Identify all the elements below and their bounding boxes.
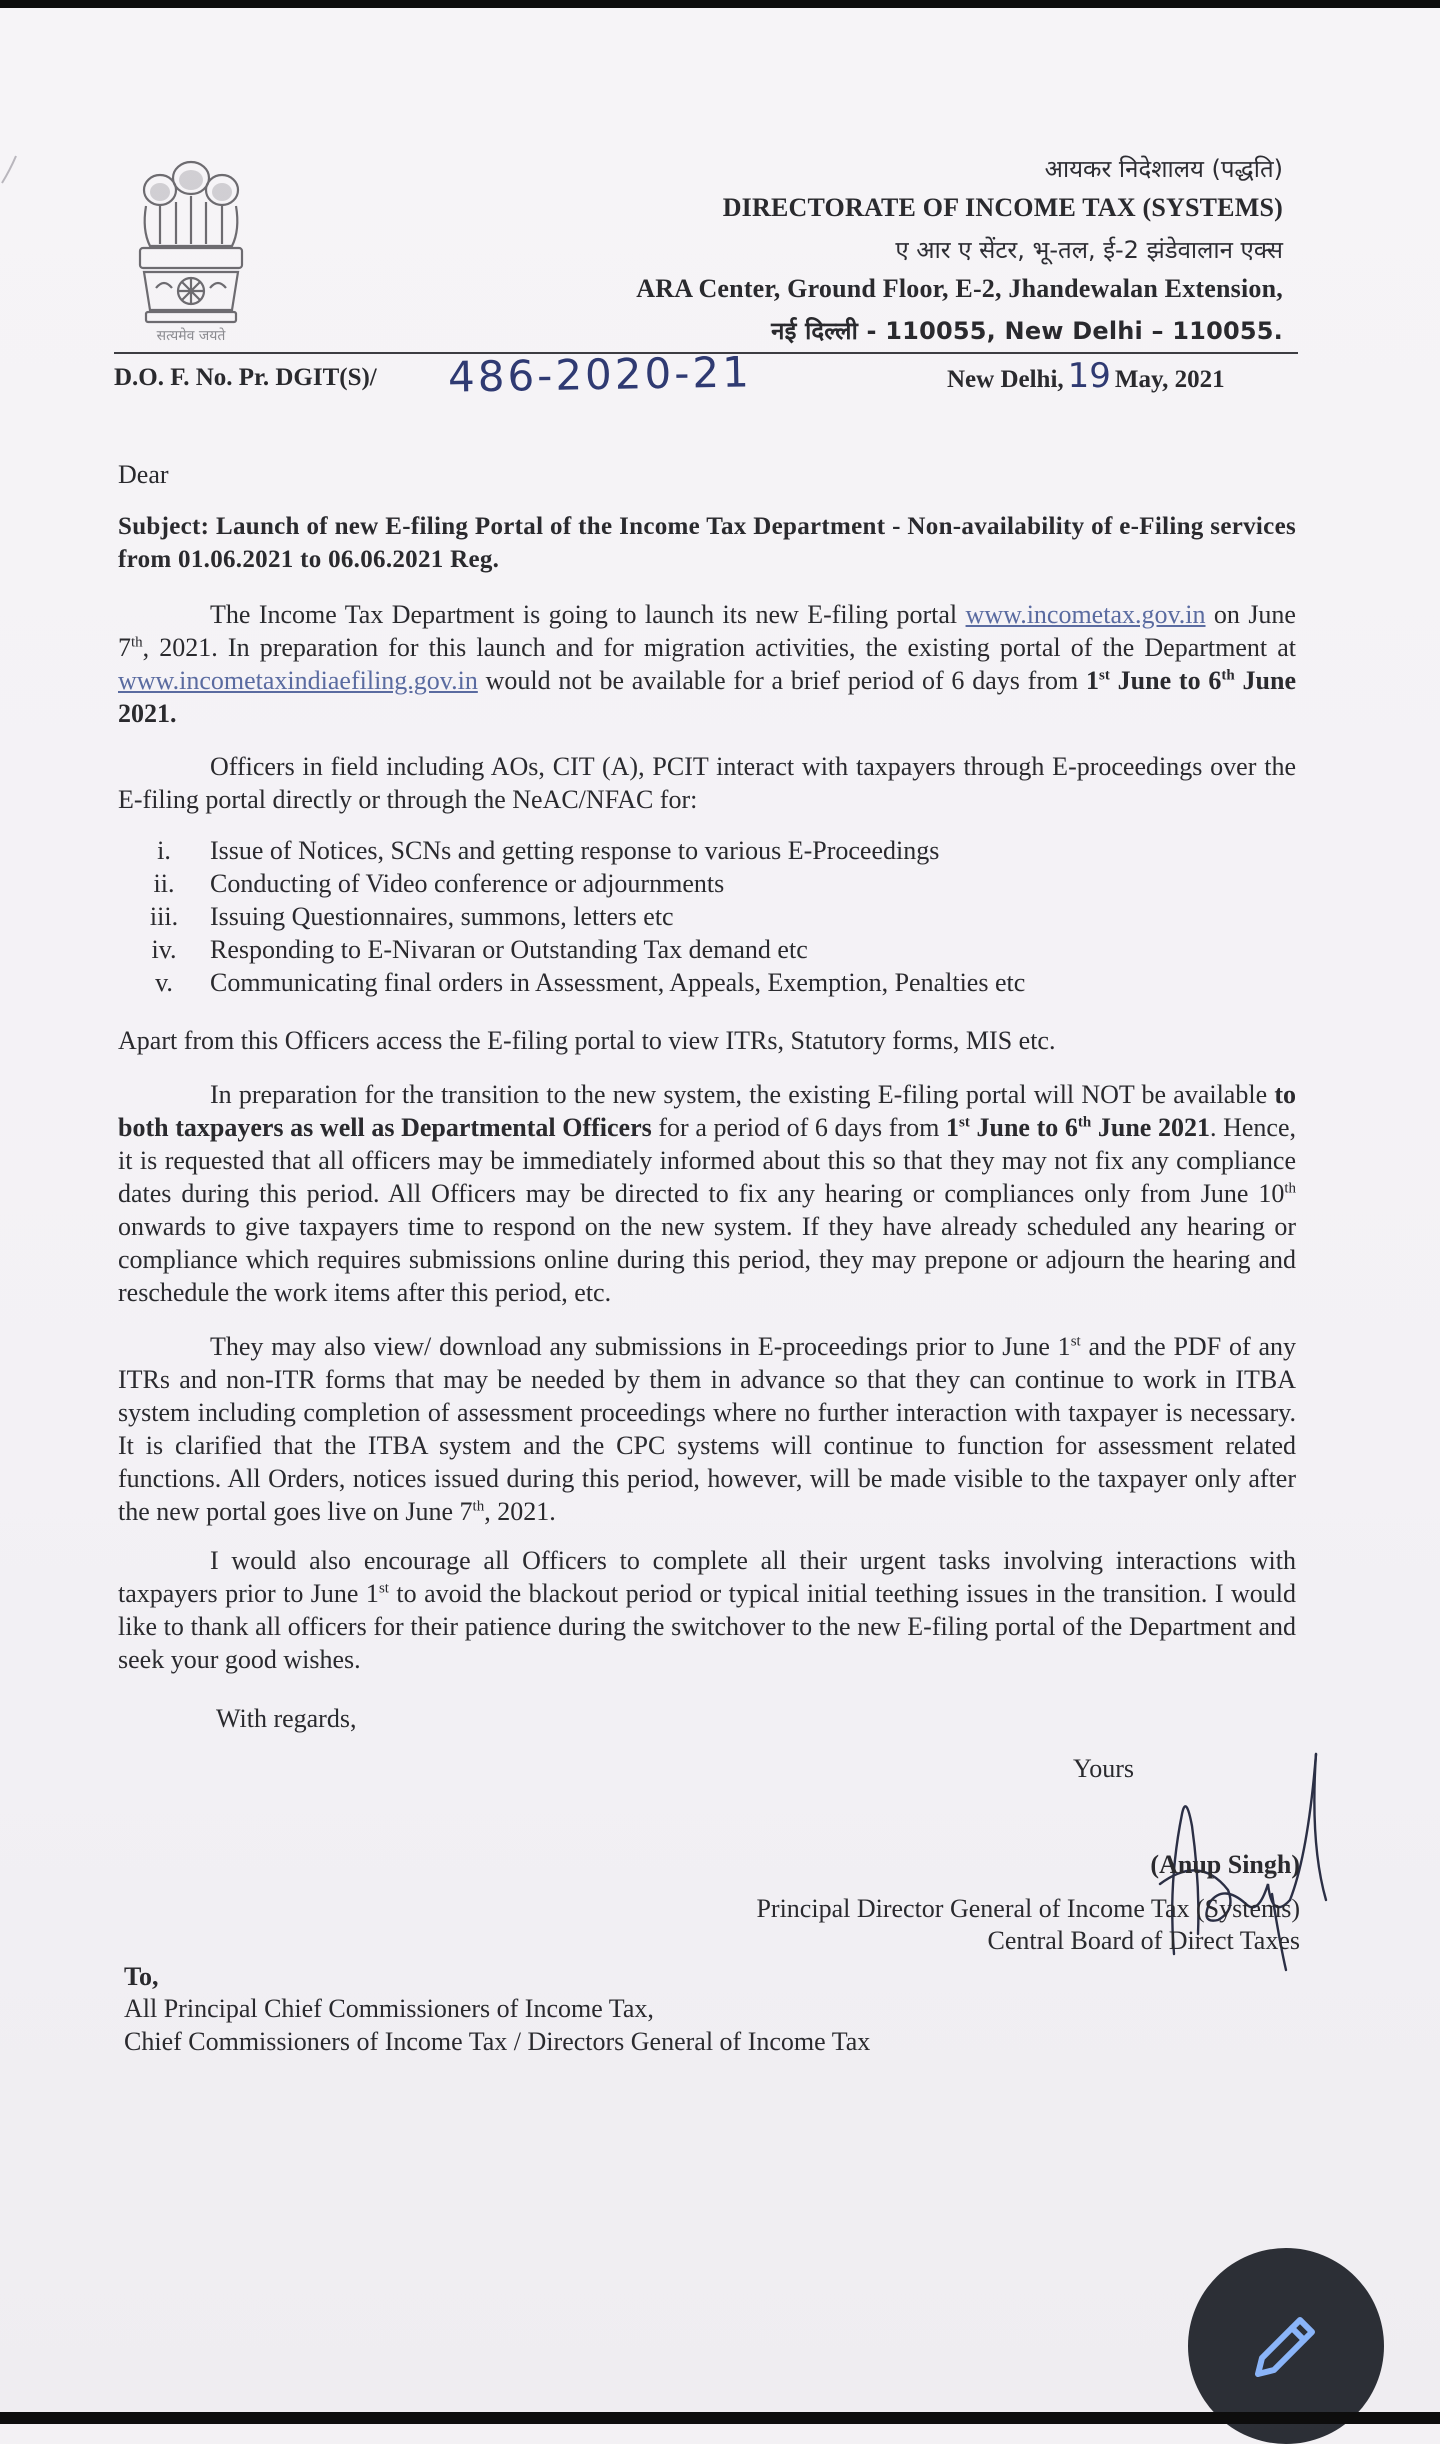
- national-emblem-icon: [120, 150, 262, 346]
- signatory-name: (Anup Singh): [1150, 1850, 1300, 1879]
- hindi-directorate-title: आयकर निदेशालय (पद्धति): [1044, 155, 1283, 183]
- p5-sup-a: st: [1070, 1333, 1081, 1350]
- p4-sup-e: th: [1284, 1180, 1296, 1197]
- p4-dates: [946, 1113, 1210, 1142]
- p6-sup-a: st: [378, 1580, 389, 1597]
- handwritten-reference-number: 486-2020-21: [447, 347, 753, 402]
- letter-page: [0, 8, 1440, 2412]
- p4-text-c: for a period of 6 days from: [651, 1113, 946, 1142]
- paragraph-officers: Officers in field including AOs, CIT (A), PCIT interact with taxpayers through E-proceedings over the E-filing portal directly or through the NeAC/NFAC for:: [118, 752, 1296, 814]
- p5-text-a: They may also view/ download any submissions in E-proceedings prior to June 1: [210, 1332, 1071, 1361]
- list-item: [118, 834, 1218, 867]
- p5-text-b: and the PDF of any ITRs and non-ITR forms that may be needed by them in advance so that they can continue to work in ITBA system including completion of assessment proceedings where no further interaction with taxpayer is necessary. It is clarified that the ITBA system and the CPC systems will continue to function for assessment related functions. All Orders, notices issued during this period, however, will be made visible to the taxpayer only after the new portal goes live on June 7: [118, 1332, 1296, 1526]
- old-portal-link[interactable]: www.incometaxindiaefiling.gov.in: [118, 666, 478, 695]
- reference-label: D.O. F. No. Pr. DGIT(S)/: [114, 364, 377, 391]
- city-pin-line: नई दिल्ली - 110055, New Delhi – 110055.: [771, 317, 1283, 345]
- date-prefix: New Delhi,: [947, 366, 1064, 393]
- recipients-to: To,: [124, 1962, 159, 1991]
- paragraph-downloads: [118, 1330, 1296, 1528]
- date-suffix: May, 2021: [1114, 366, 1225, 393]
- top-status-strip: [0, 0, 1440, 8]
- page-edge-mark: [0, 148, 20, 188]
- p1-text-a: The Income Tax Department is going to launch its new E-filing portal: [210, 600, 966, 629]
- p1-text-d: would not be available for a brief period of 6 days from: [477, 666, 1087, 695]
- list-text: Issuing Questionnaires, summons, letters etc: [210, 902, 674, 931]
- emblem-caption: सत्यमेव जयते: [156, 328, 226, 344]
- list-number: ii.: [153, 869, 175, 898]
- paragraph-transition: [118, 1078, 1296, 1309]
- p4-date-1: 1: [946, 1113, 959, 1142]
- p6-text-a: I would also encourage all Officers to complete all their urgent tasks involving interactions with taxpayers prior to June 1: [118, 1546, 1296, 1608]
- p1-date-1: 1: [1086, 666, 1100, 695]
- p4-date-3: June 2021: [1091, 1113, 1210, 1142]
- p1-date-2-sup: th: [1221, 667, 1235, 684]
- handwritten-date-day: 19: [1067, 356, 1111, 396]
- yours: Yours: [1073, 1754, 1134, 1783]
- p5-text-c: , 2021.: [484, 1497, 556, 1526]
- p4-text-f: onwards to give taxpayers time to respond on the new system. If they have already scheduled any hearing or compliance which requires submissions online during this period, they may prepone or adjourn the hearing and reschedule the work items after this period, etc.: [118, 1212, 1296, 1307]
- p1-text-b: on June 7: [118, 600, 1296, 662]
- activities-list: [118, 834, 1218, 999]
- p4-bold-audience: to both taxpayers as well as Departmental Officers: [118, 1080, 1296, 1142]
- subject-line: Subject: Launch of new E-filing Portal of the Income Tax Department - Non-availability of e-Filing services from 01.06.2021 to 06.06.2021 Reg.: [118, 513, 1296, 573]
- p1-date-1-sup: st: [1099, 667, 1110, 684]
- paragraph-encourage: [118, 1544, 1296, 1676]
- p1-text-c: , 2021. In preparation for this launch and for migration activities, the existing portal of the Department at: [142, 633, 1296, 662]
- list-text: Conducting of Video conference or adjournments: [210, 869, 725, 898]
- list-number: i.: [157, 836, 171, 865]
- list-text: Issue of Notices, SCNs and getting response to various E-Proceedings: [210, 836, 940, 865]
- new-portal-link[interactable]: www.incometax.gov.in: [965, 600, 1206, 629]
- directorate-title: DIRECTORATE OF INCOME TAX (SYSTEMS): [722, 193, 1283, 222]
- list-number: v.: [155, 968, 173, 997]
- recipients-line-1: All Principal Chief Commissioners of Income Tax,: [124, 1994, 654, 2023]
- closing-regards: With regards,: [216, 1704, 357, 1733]
- list-item: [118, 933, 1218, 966]
- p4-text-a: In preparation for the transition to the new system, the existing E-filing portal will NOT be available: [210, 1080, 1275, 1109]
- list-text: Communicating final orders in Assessment, Appeals, Exemption, Penalties etc: [210, 968, 1026, 997]
- list-number: iii.: [149, 902, 179, 931]
- list-text: Responding to E-Nivaran or Outstanding Tax demand etc: [210, 935, 808, 964]
- list-item: [118, 867, 1218, 900]
- salutation: Dear: [118, 460, 169, 489]
- signatory-designation: Principal Director General of Income Tax (Systems): [756, 1894, 1300, 1923]
- paragraph-launch: [118, 598, 1296, 730]
- list-item: [118, 966, 1218, 999]
- p4-date-2-sup: th: [1077, 1114, 1092, 1131]
- p1-sup-b: th: [131, 634, 143, 651]
- signatory-board: Central Board of Direct Taxes: [987, 1926, 1300, 1955]
- recipients-line-2: Chief Commissioners of Income Tax / Directors General of Income Tax: [124, 2027, 871, 2056]
- paragraph-apart: Apart from this Officers access the E-filing portal to view ITRs, Statutory forms, MIS etc.: [118, 1026, 1056, 1055]
- pencil-edit-icon: [1244, 2302, 1330, 2388]
- p6-text-b: to avoid the blackout period or typical initial teething issues in the transition. I would like to thank all officers for their patience during the switchover to the new E-filing portal of the Department and seek your good wishes.: [118, 1579, 1297, 1674]
- p4-date-1-sup: st: [959, 1114, 970, 1131]
- list-number: iv.: [151, 935, 177, 964]
- p5-sup-b: th: [472, 1498, 485, 1515]
- hindi-address: ए आर ए सेंटर, भू-तल, ई-2 झंडेवालान एक्स: [895, 236, 1283, 264]
- p4-text-e: . Hence, it is requested that all officers may be immediately informed about this so that they may not fix any compliance dates during this period. All Officers may be directed to fix any hearing or compliances only from June 10: [118, 1113, 1297, 1208]
- p1-date-3: June 2021.: [118, 666, 1296, 728]
- p4-date-2: June to 6: [969, 1113, 1078, 1142]
- english-address: ARA Center, Ground Floor, E-2, Jhandewalan Extension,: [636, 274, 1283, 303]
- p1-date-2: June to 6: [1109, 666, 1222, 695]
- letter-date: [947, 356, 1225, 396]
- list-item: [118, 900, 1218, 933]
- bottom-nav-strip: [0, 2412, 1440, 2424]
